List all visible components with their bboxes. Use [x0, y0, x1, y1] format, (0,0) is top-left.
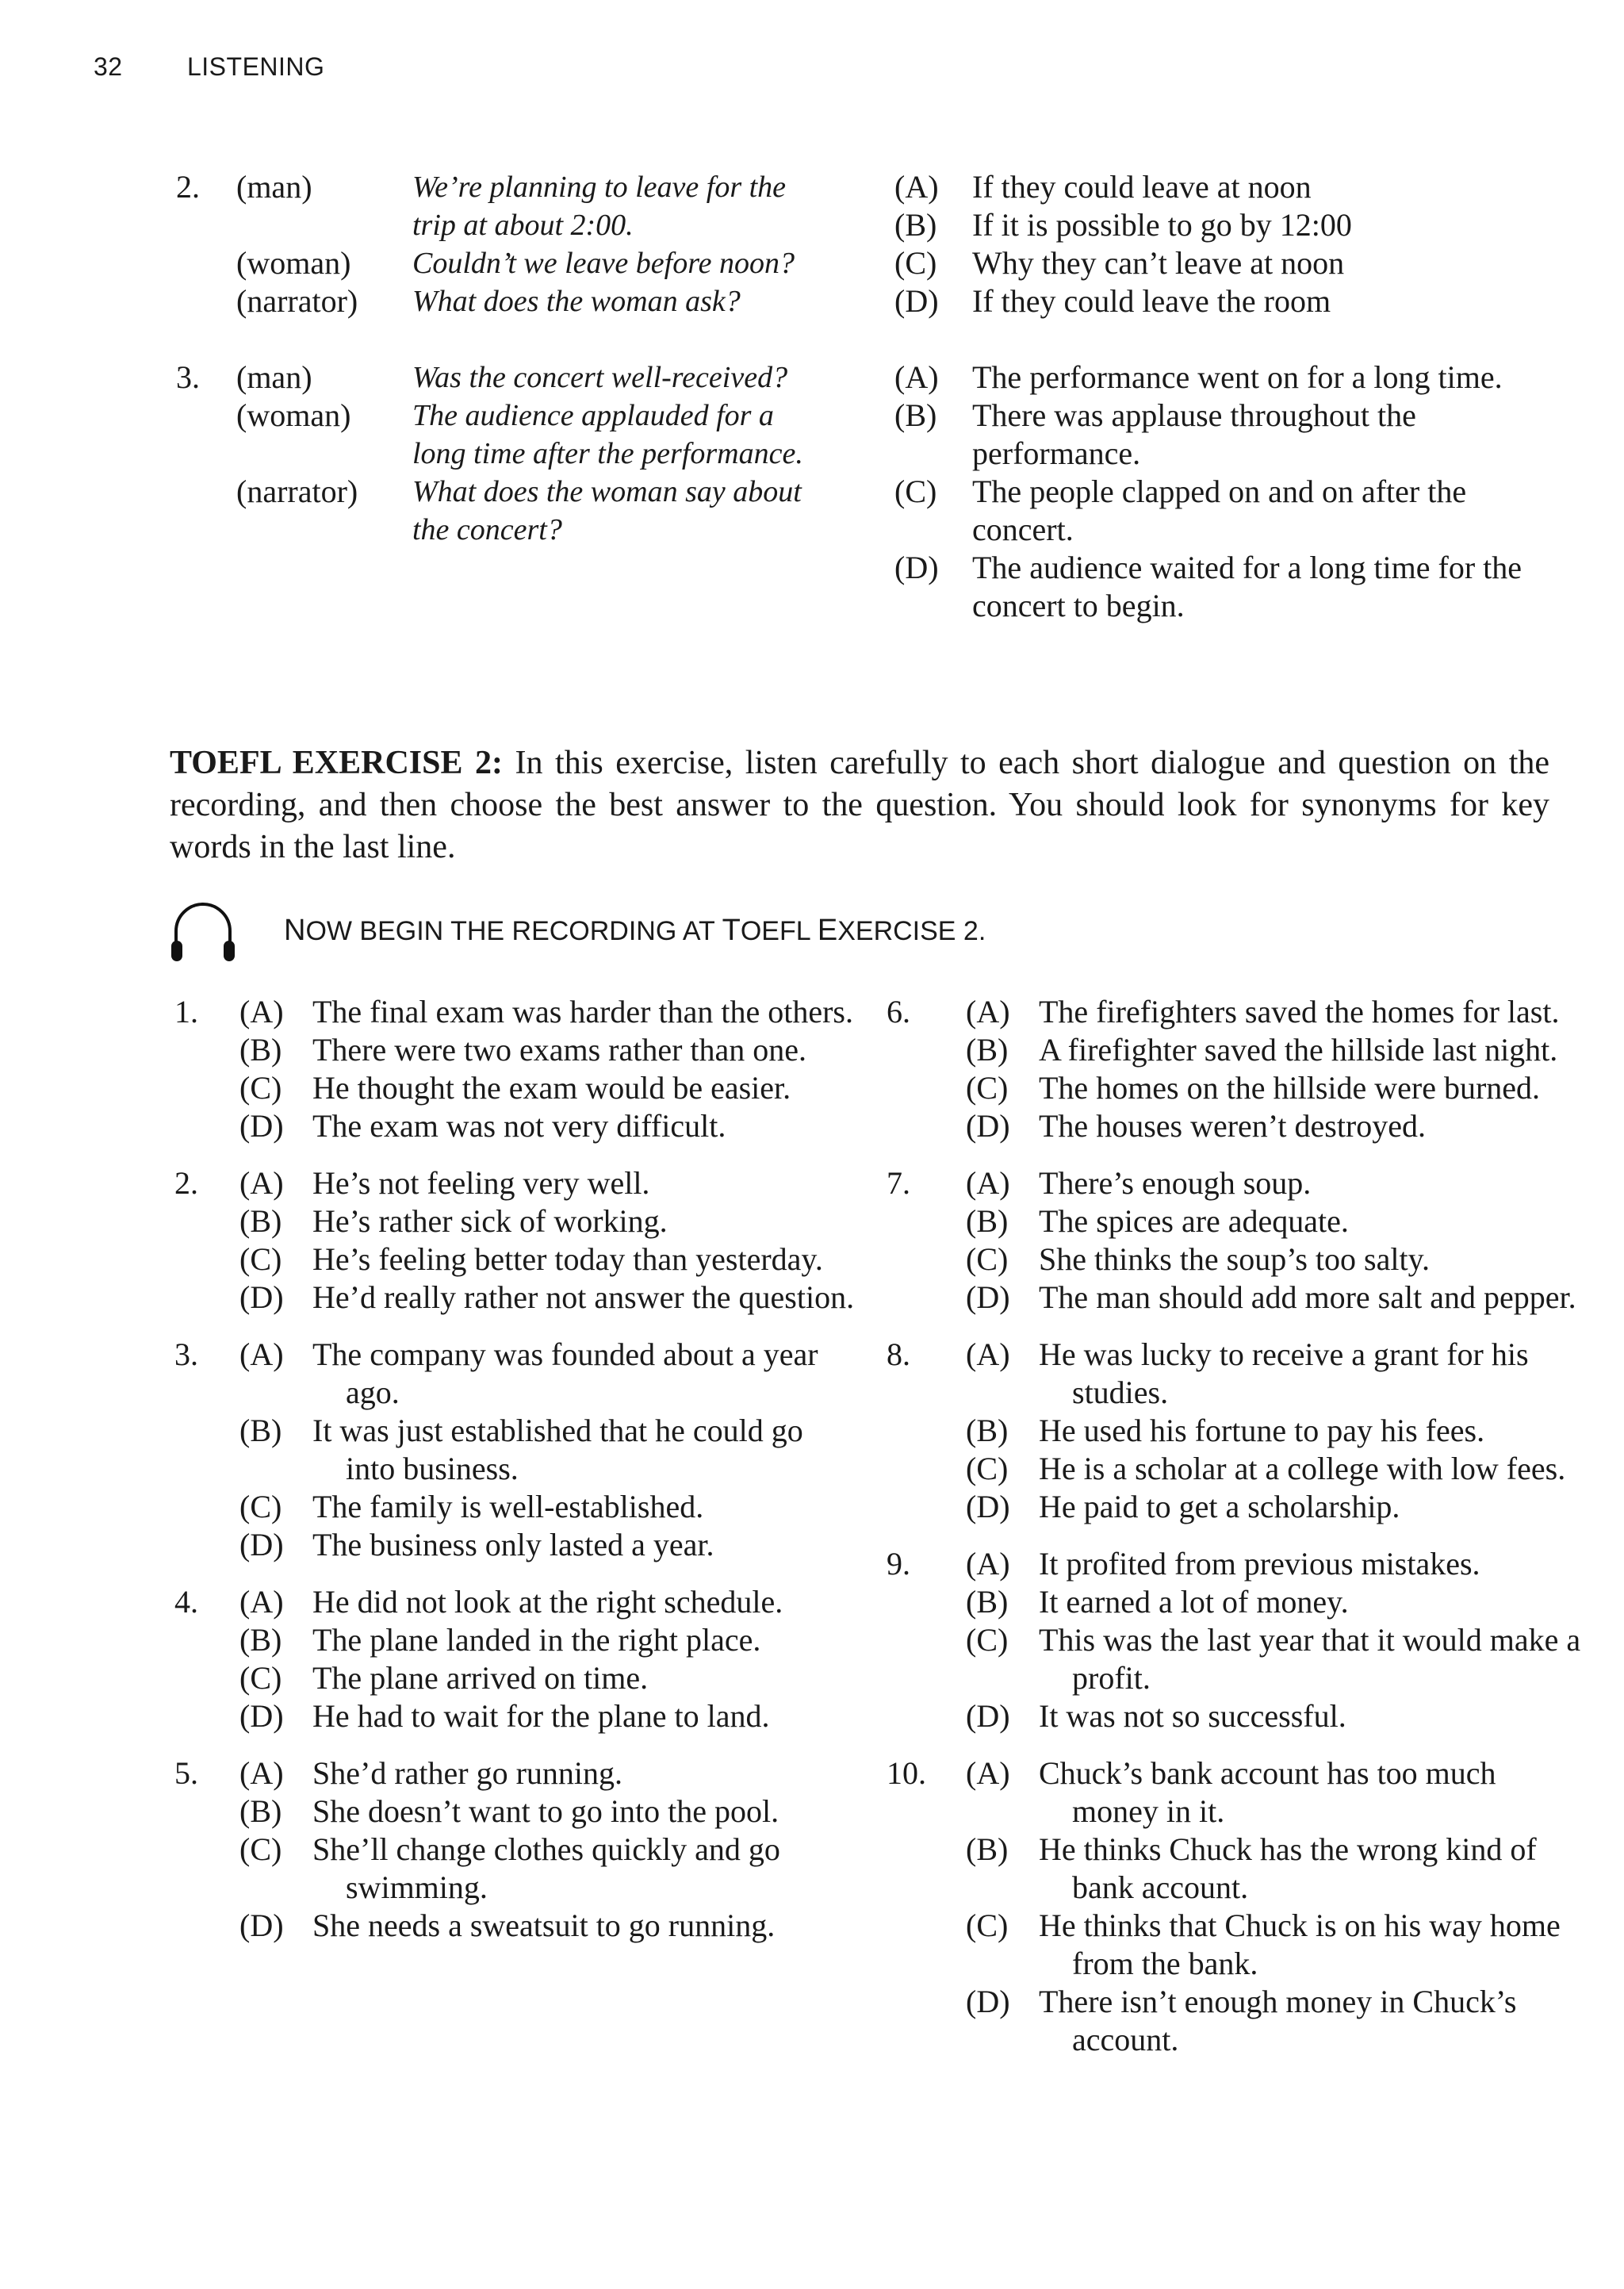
recording-cue: [167, 895, 1118, 958]
question-item: [174, 1336, 856, 1564]
question-number: 8.: [887, 1336, 910, 1372]
option-text: Chuck’s bank account has too much money in it.: [1039, 1755, 1496, 1829]
option-text: It was just established that he could go into business.: [312, 1413, 803, 1486]
option-text: He’s not feeling very well.: [312, 1165, 650, 1201]
option-label: (A): [239, 1336, 284, 1372]
dialogue-line: What does the woman say about: [412, 475, 802, 508]
answer-option: [966, 1412, 1584, 1450]
question-number: 2.: [174, 1165, 198, 1201]
question-item: [887, 1164, 1584, 1317]
option-label: (C): [239, 1660, 282, 1696]
option-text: The plane arrived on time.: [312, 1660, 649, 1696]
answer-option: [239, 993, 856, 1031]
choice-label: (A): [894, 169, 939, 205]
small-caps-text: OEFL: [740, 916, 818, 946]
option-label: (B): [966, 1032, 1009, 1068]
answer-option: [966, 1583, 1584, 1621]
speaker-label: (man): [236, 169, 312, 205]
option-label: (B): [239, 1203, 282, 1239]
choice-label: (D): [894, 550, 939, 585]
question-options: [966, 1545, 1584, 1735]
choice-text: Why they can’t leave at noon: [972, 245, 1345, 281]
option-text: He thought the exam would be easier.: [312, 1070, 791, 1106]
answer-choice: [894, 244, 1545, 282]
question-number: 7.: [887, 1165, 910, 1201]
answer-option: [966, 1621, 1584, 1697]
answer-option: [966, 1069, 1584, 1107]
answer-choice: [894, 282, 1545, 320]
option-label: (A): [239, 994, 284, 1029]
option-text: She needs a sweatsuit to go running.: [312, 1908, 776, 1943]
answer-option: [239, 1754, 856, 1792]
answer-option: [966, 1983, 1584, 2059]
answer-option: [966, 1240, 1584, 1279]
option-label: (C): [239, 1489, 282, 1524]
answer-option: [966, 1031, 1584, 1069]
answer-option: [239, 1583, 856, 1621]
answer-option: [239, 1107, 856, 1145]
question-item: [174, 1754, 856, 1945]
option-label: (B): [966, 1413, 1009, 1448]
option-label: (D): [239, 1279, 284, 1315]
question-number: 4.: [174, 1584, 198, 1620]
option-label: (C): [966, 1908, 1009, 1943]
answer-option: [239, 1697, 856, 1735]
dialogue-line: Was the concert well-received?: [412, 361, 788, 394]
option-label: (A): [966, 1546, 1010, 1582]
speaker-column: [236, 358, 358, 549]
option-text: He is a scholar at a college with low fees.: [1039, 1451, 1566, 1486]
questions-left-column: [174, 993, 856, 1964]
answer-option: [966, 1107, 1584, 1145]
option-label: (D): [239, 1698, 284, 1734]
option-text: He paid to get a scholarship.: [1039, 1489, 1400, 1524]
option-label: (D): [966, 1489, 1010, 1524]
speaker-label: [236, 511, 358, 549]
choice-text: The people clapped on and on after the concert.: [972, 474, 1467, 547]
answer-option: [239, 1412, 856, 1488]
option-label: (A): [966, 994, 1010, 1029]
question-options: [966, 1336, 1584, 1526]
speaker-column: [236, 168, 358, 320]
question-item: [887, 1336, 1584, 1526]
choice-text: The performance went on for a long time.: [972, 359, 1503, 395]
answer-option: [239, 1621, 856, 1659]
dialogue-line: long time after the performance.: [412, 437, 803, 470]
exercise-instructions: [170, 742, 1549, 868]
option-label: (A): [966, 1755, 1010, 1791]
option-label: (D): [966, 1698, 1010, 1734]
option-text: He’d really rather not answer the question.: [312, 1279, 855, 1315]
answer-option: [966, 1754, 1584, 1831]
option-label: (A): [966, 1336, 1010, 1372]
option-text: There were two exams rather than one.: [312, 1032, 807, 1068]
option-text: She thinks the soup’s too salty.: [1039, 1241, 1430, 1277]
small-caps-text: XERCISE 2.: [837, 916, 986, 946]
exercise-text: In this exercise, listen carefully to each short dialogue and question on the recording, and then choose the best answer to the question. You should look for synonyms for key words in the last line.: [170, 745, 1549, 865]
answer-option: [239, 1659, 856, 1697]
answer-choices: [894, 358, 1545, 625]
small-caps-initial: E: [817, 914, 838, 947]
question-item: [174, 1164, 856, 1317]
dialogue-line: trip at about 2:00.: [412, 209, 634, 242]
choice-label: (C): [894, 245, 937, 281]
question-number: 3.: [174, 1336, 198, 1372]
speaker-label: (woman): [236, 245, 351, 281]
answer-option: [966, 993, 1584, 1031]
answer-choice: [894, 206, 1545, 244]
question-number: 9.: [887, 1546, 910, 1582]
option-text: He was lucky to receive a grant for his studies.: [1039, 1336, 1529, 1410]
answer-choice: [894, 473, 1545, 549]
option-label: (A): [239, 1755, 284, 1791]
question-options: [239, 1164, 856, 1317]
option-text: It was not so successful.: [1039, 1698, 1346, 1734]
answer-option: [966, 1831, 1584, 1907]
option-label: (B): [239, 1793, 282, 1829]
option-label: (C): [239, 1070, 282, 1106]
dialogue-column: [412, 168, 825, 320]
question-options: [239, 1754, 856, 1945]
answer-option: [966, 1279, 1584, 1317]
small-caps-text: OW BEGIN THE RECORDING AT: [305, 916, 722, 946]
option-label: (B): [966, 1203, 1009, 1239]
question-options: [239, 1336, 856, 1564]
question-number: 5.: [174, 1755, 198, 1791]
example-number: 2.: [176, 169, 200, 205]
option-label: (C): [966, 1622, 1009, 1658]
question-options: [966, 1164, 1584, 1317]
speaker-label: [236, 206, 358, 244]
option-text: The plane landed in the right place.: [312, 1622, 761, 1658]
option-text: The houses weren’t destroyed.: [1039, 1108, 1427, 1144]
answer-choice: [894, 358, 1545, 397]
question-options: [966, 993, 1584, 1145]
question-number: 1.: [174, 994, 198, 1029]
option-text: The family is well-established.: [312, 1489, 704, 1524]
choice-text: There was applause throughout the performance.: [972, 397, 1416, 471]
option-text: It earned a lot of money.: [1039, 1584, 1349, 1620]
option-label: (B): [966, 1584, 1009, 1620]
option-text: The man should add more salt and pepper.: [1039, 1279, 1576, 1315]
option-text: She’ll change clothes quickly and go swimming.: [312, 1831, 780, 1905]
option-label: (D): [239, 1108, 284, 1144]
option-text: The spices are adequate.: [1039, 1203, 1349, 1239]
section-title: LISTENING: [186, 52, 325, 81]
question-options: [966, 1754, 1584, 2059]
answer-option: [966, 1907, 1584, 1983]
option-text: He did not look at the right schedule.: [312, 1584, 783, 1620]
dialogue-line: the concert?: [412, 513, 562, 546]
answer-option: [239, 1488, 856, 1526]
answer-option: [966, 1336, 1584, 1412]
option-text: The exam was not very difficult.: [312, 1108, 726, 1144]
choice-text: If they could leave at noon: [972, 169, 1312, 205]
answer-option: [239, 1792, 856, 1831]
headphones-icon: [167, 895, 239, 968]
option-text: A firefighter saved the hillside last night.: [1039, 1032, 1558, 1068]
answer-option: [239, 1831, 856, 1907]
dialogue-line: We’re planning to leave for the: [412, 171, 787, 204]
choice-text: If it is possible to go by 12:00: [972, 207, 1352, 243]
dialogue-line: The audience applauded for a: [412, 399, 774, 432]
question-options: [239, 1583, 856, 1735]
question-item: [887, 993, 1584, 1145]
option-label: (D): [966, 1108, 1010, 1144]
option-label: (C): [966, 1241, 1009, 1277]
answer-option: [966, 1164, 1584, 1202]
answer-option: [239, 1907, 856, 1945]
option-label: (D): [966, 1279, 1010, 1315]
option-label: (C): [239, 1241, 282, 1277]
option-label: (A): [239, 1584, 284, 1620]
speaker-label: (man): [236, 359, 312, 395]
page-number: 32: [94, 52, 123, 81]
option-label: (A): [966, 1165, 1010, 1201]
option-text: The firefighters saved the homes for last.: [1039, 994, 1560, 1029]
option-label: (C): [966, 1451, 1009, 1486]
option-label: (D): [239, 1527, 284, 1562]
speaker-label: (narrator): [236, 283, 358, 319]
choice-text: If they could leave the room: [972, 283, 1331, 319]
option-text: He thinks that Chuck is on his way home from the bank.: [1039, 1908, 1561, 1981]
option-text: The homes on the hillside were burned.: [1039, 1070, 1541, 1106]
question-item: [174, 993, 856, 1145]
recording-instruction: [284, 914, 986, 948]
option-label: (C): [239, 1831, 282, 1867]
answer-choice: [894, 168, 1545, 206]
answer-choices: [894, 168, 1545, 320]
question-item: [887, 1545, 1584, 1735]
answer-option: [239, 1164, 856, 1202]
answer-option: [239, 1031, 856, 1069]
option-text: He’s rather sick of working.: [312, 1203, 668, 1239]
option-label: (B): [239, 1413, 282, 1448]
option-text: She doesn’t want to go into the pool.: [312, 1793, 779, 1829]
answer-option: [239, 1526, 856, 1564]
option-text: There’s enough soup.: [1039, 1165, 1312, 1201]
question-item: [174, 1583, 856, 1735]
option-text: He used his fortune to pay his fees.: [1039, 1413, 1485, 1448]
choice-label: (D): [894, 283, 939, 319]
option-label: (B): [966, 1831, 1009, 1867]
question-number: 6.: [887, 994, 910, 1029]
questions-right-column: [887, 993, 1584, 2078]
option-text: This was the last year that it would make a profit.: [1039, 1622, 1581, 1696]
question-options: [239, 993, 856, 1145]
small-caps-initial: T: [722, 914, 741, 947]
choice-label: (B): [894, 207, 937, 243]
answer-choice: [894, 549, 1545, 625]
exercise-title: TOEFL EXERCISE 2:: [170, 745, 504, 781]
dialogue-column: [412, 358, 825, 549]
running-head: [94, 52, 324, 82]
option-text: The company was founded about a year ago.: [312, 1336, 818, 1410]
speaker-label: [236, 435, 358, 473]
choice-label: (B): [894, 397, 937, 433]
answer-option: [966, 1202, 1584, 1240]
answer-option: [239, 1069, 856, 1107]
speaker-label: (woman): [236, 397, 351, 433]
answer-option: [966, 1697, 1584, 1735]
option-text: The business only lasted a year.: [312, 1527, 714, 1562]
dialogue-line: Couldn’t we leave before noon?: [412, 247, 795, 280]
option-label: (C): [966, 1070, 1009, 1106]
answer-option: [239, 1336, 856, 1412]
option-label: (D): [239, 1908, 284, 1943]
dialogue-line: What does the woman ask?: [412, 285, 741, 318]
option-label: (B): [239, 1622, 282, 1658]
answer-option: [966, 1450, 1584, 1488]
choice-label: (C): [894, 474, 937, 509]
option-label: (B): [239, 1032, 282, 1068]
question-number: 10.: [887, 1755, 926, 1791]
speaker-label: (narrator): [236, 474, 358, 509]
answer-choice: [894, 397, 1545, 473]
answer-option: [239, 1279, 856, 1317]
answer-option: [966, 1488, 1584, 1526]
option-text: The final exam was harder than the others.: [312, 994, 853, 1029]
choice-text: The audience waited for a long time for the concert to begin.: [972, 550, 1522, 623]
question-item: [887, 1754, 1584, 2059]
choice-label: (A): [894, 359, 939, 395]
option-label: (D): [966, 1984, 1010, 2019]
option-label: (A): [239, 1165, 284, 1201]
answer-option: [966, 1545, 1584, 1583]
option-text: There isn’t enough money in Chuck’s account.: [1039, 1984, 1517, 2057]
example-number: 3.: [176, 359, 200, 395]
option-text: He’s feeling better today than yesterday.: [312, 1241, 823, 1277]
answer-option: [239, 1202, 856, 1240]
option-text: He thinks Chuck has the wrong kind of bank account.: [1039, 1831, 1537, 1905]
option-text: She’d rather go running.: [312, 1755, 623, 1791]
option-text: It profited from previous mistakes.: [1039, 1546, 1480, 1582]
answer-option: [239, 1240, 856, 1279]
small-caps-initial: N: [284, 914, 306, 947]
option-text: He had to wait for the plane to land.: [312, 1698, 770, 1734]
